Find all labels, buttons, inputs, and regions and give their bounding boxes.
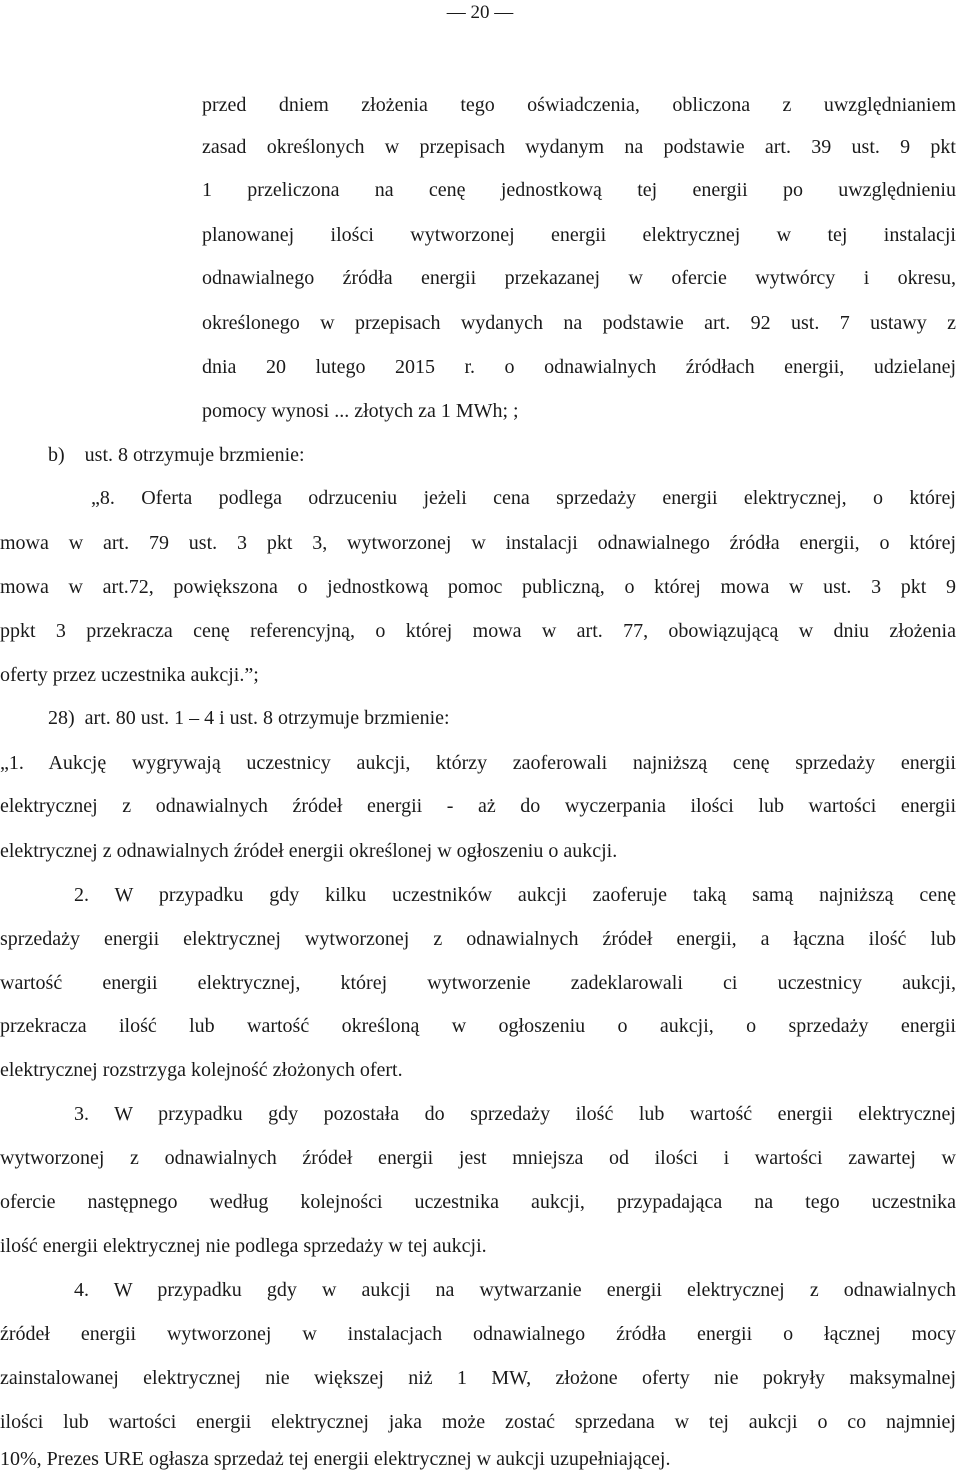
text-line: zasad określonych w przepisach wydanym na podstawie art. 39 ust. 9 pkt	[202, 136, 956, 158]
text-line: wytworzonej z odnawialnych źródeł energii jest mniejsza od ilości i wartości zawartej w	[0, 1147, 956, 1169]
text-line: ilość energii elektrycznej nie podlega sprzedaży w tej aukcji.	[0, 1235, 487, 1257]
text-line: ppkt 3 przekracza cenę referencyjną, o której mowa w art. 77, obowiązującą w dniu złożenia	[0, 620, 956, 642]
text-line: „8. Oferta podlega odrzuceniu jeżeli cena sprzedaży energii elektrycznej, o której	[91, 487, 956, 509]
text-line: wartość energii elektrycznej, której wytworzenie zadeklarowali ci uczestnicy aukcji,	[0, 972, 956, 994]
text-line: przekracza ilość lub wartość określoną w ogłoszeniu o aukcji, o sprzedaży energii	[0, 1015, 956, 1037]
text-line: elektrycznej z odnawialnych źródeł energii - aż do wyczerpania ilości lub wartości energii	[0, 795, 956, 817]
text-line: 2. W przypadku gdy kilku uczestników aukcji zaoferuje taką samą najniższą cenę	[74, 884, 956, 906]
text-line: mowa w art.72, powiększona o jednostkową pomoc publiczną, o której mowa w ust. 3 pkt 9	[0, 576, 956, 598]
text-line: określonego w przepisach wydanych na podstawie art. 92 ust. 7 ustawy z	[202, 312, 956, 334]
text-line: elektrycznej rozstrzyga kolejność złożonych ofert.	[0, 1059, 403, 1081]
text-line: pomocy wynosi ... złotych za 1 MWh; ;	[202, 400, 519, 422]
text-line: 4. W przypadku gdy w aukcji na wytwarzanie energii elektrycznej z odnawialnych	[74, 1279, 956, 1301]
list-item-28: 28) art. 80 ust. 1 – 4 i ust. 8 otrzymuje brzmienie:	[48, 707, 450, 729]
text-line: źródeł energii wytworzonej w instalacjach odnawialnego źródła energii o łącznej mocy	[0, 1323, 956, 1345]
text-line: 10%, Prezes URE ogłasza sprzedaż tej energii elektrycznej w aukcji uzupełniającej.	[0, 1448, 671, 1470]
text-line: ilości lub wartości energii elektrycznej jaka może zostać sprzedana w tej aukcji o co najmniej	[0, 1411, 956, 1433]
text-line: przed dniem złożenia tego oświadczenia, obliczona z uwzględnianiem	[202, 94, 956, 116]
text-line: dnia 20 lutego 2015 r. o odnawialnych źródłach energii, udzielanej	[202, 356, 956, 378]
page-number: — 20 —	[446, 2, 514, 23]
text-line: mowa w art. 79 ust. 3 pkt 3, wytworzonej w instalacji odnawialnego źródła energii, o której	[0, 532, 956, 554]
text-line: oferty przez uczestnika aukcji.”;	[0, 664, 259, 686]
text-line: odnawialnego źródła energii przekazanej w ofercie wytwórcy i okresu,	[202, 267, 956, 289]
text-line: 1 przeliczona na cenę jednostkową tej energii po uwzględnieniu	[202, 179, 956, 201]
text-line: planowanej ilości wytworzonej energii elektrycznej w tej instalacji	[202, 224, 956, 246]
text-line: sprzedaży energii elektrycznej wytworzonej z odnawialnych źródeł energii, a łączna ilość lub	[0, 928, 956, 950]
list-item-b: b) ust. 8 otrzymuje brzmienie:	[48, 444, 305, 466]
text-line: ofercie następnego według kolejności uczestnika aukcji, przypadająca na tego uczestnika	[0, 1191, 956, 1213]
text-line: elektrycznej z odnawialnych źródeł energii określonej w ogłoszeniu o aukcji.	[0, 840, 618, 862]
text-line: 3. W przypadku gdy pozostała do sprzedaży ilość lub wartość energii elektrycznej	[74, 1103, 956, 1125]
text-line: „1. Aukcję wygrywają uczestnicy aukcji, którzy zaoferowali najniższą cenę sprzedaży energii	[0, 752, 956, 774]
text-line: zainstalowanej elektrycznej nie większej niż 1 MW, złożone oferty nie pokryły maksymalnej	[0, 1367, 956, 1389]
